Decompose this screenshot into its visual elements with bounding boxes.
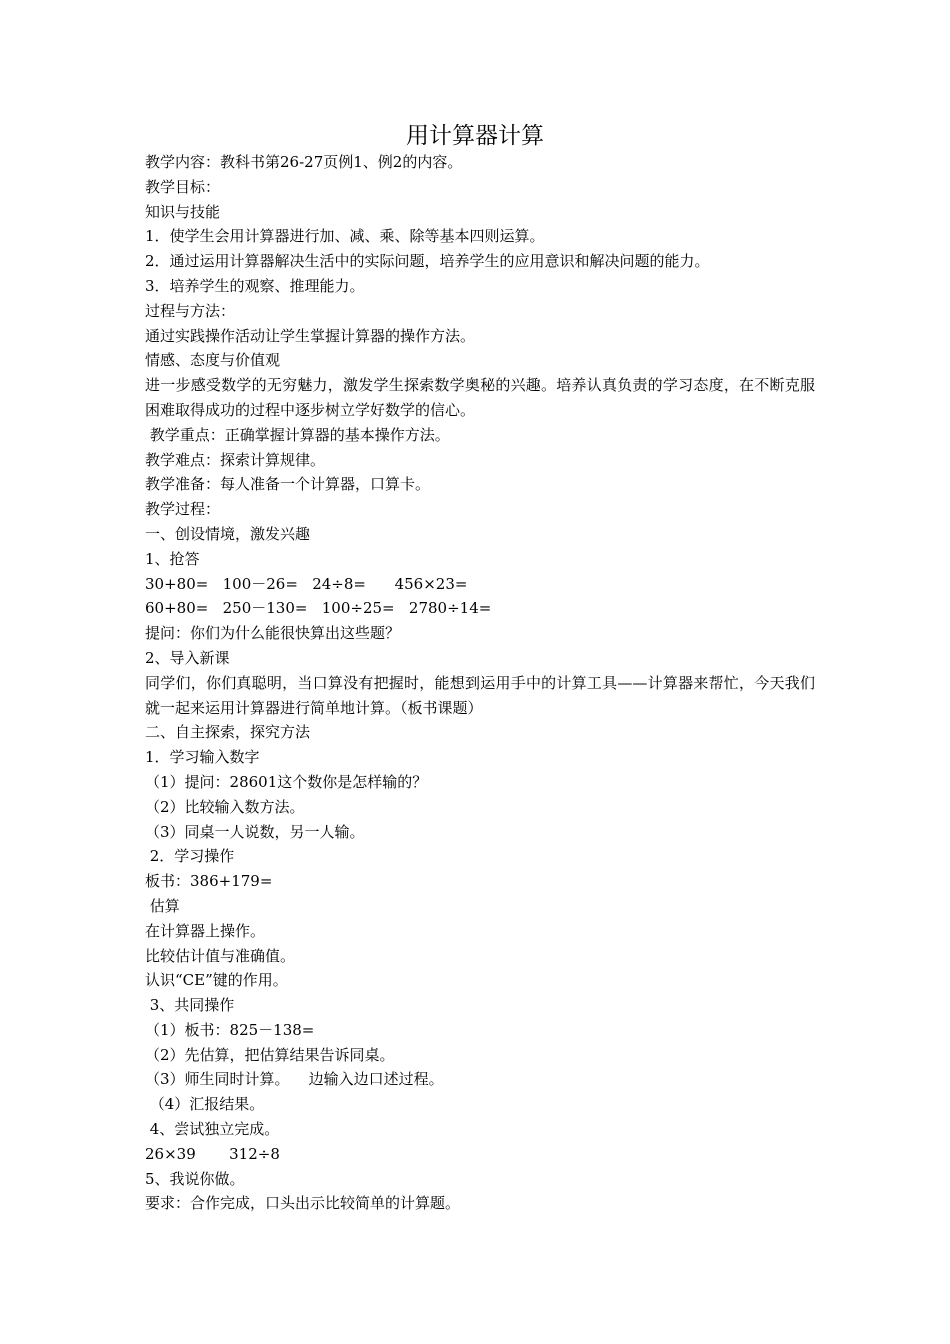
math-line: 26×39 312÷8 [145, 1144, 280, 1163]
text-line: 教学内容：教科书第26-27页例1、例2的内容。 [145, 153, 463, 171]
text-line: 情感、态度与价值观 [145, 351, 281, 370]
document-body [145, 150, 815, 1216]
text-line: 通过实践操作活动让学生掌握计算器的操作方法。 [145, 326, 476, 345]
text-line: 知识与技能 [145, 202, 221, 221]
text-line: （2）比较输入数方法。 [145, 797, 305, 816]
text-line: 教学难点：探索计算规律。 [145, 450, 326, 469]
text-line: 2、导入新课 [145, 648, 230, 667]
text-line: 2．通过运用计算器解决生活中的实际问题，培养学生的应用意识和解决问题的能力。 [145, 252, 710, 271]
math-line: 30+80= 100－26= 24÷8= 456×23= [145, 574, 468, 593]
text-line: 3．培养学生的观察、推理能力。 [145, 276, 365, 295]
text-line: 教学准备：每人准备一个计算器，口算卡。 [145, 475, 431, 494]
text-line: 板书：386+179= [145, 872, 273, 891]
text-line: 2．学习操作 [145, 847, 235, 866]
text-line: 比较估计值与准确值。 [145, 946, 296, 965]
text-paragraph: 同学们，你们真聪明，当口算没有把握时，能想到运用手中的计算工具——计算器来帮忙，今天我们就一起来运用计算器进行简单地计算。（板书课题） [145, 673, 815, 717]
text-line: 认识“CE”键的作用。 [145, 971, 288, 990]
text-line: （4）汇报结果。 [145, 1095, 265, 1114]
text-line: 5、我说你做。 [145, 1169, 245, 1188]
text-line: 估算 [145, 896, 180, 915]
text-line: 3、共同操作 [145, 996, 235, 1015]
page-title: 用计算器计算 [406, 123, 544, 149]
text-line: 提问：你们为什么能很快算出这些题？ [145, 624, 401, 643]
text-line: 1．学习输入数字 [145, 748, 260, 767]
text-line: 1、抢答 [145, 549, 200, 568]
text-line: 在计算器上操作。 [145, 921, 266, 940]
text-line: 4、尝试独立完成。 [145, 1120, 280, 1139]
math-line: 60+80= 250－130= 100÷25= 2780÷14= [145, 599, 492, 618]
text-line: 教学目标： [145, 177, 221, 196]
text-line: （3）同桌一人说数，另一人输。 [145, 822, 365, 841]
text-line: 过程与方法： [145, 301, 236, 320]
text-line: 1．使学生会用计算器进行加、减、乘、除等基本四则运算。 [145, 227, 545, 246]
text-line: 二、自主探索，探究方法 [145, 723, 311, 742]
text-line: （2）先估算，把估算结果告诉同桌。 [145, 1045, 395, 1064]
text-line: 一、创设情境，激发兴趣 [145, 524, 311, 543]
text-line: （1）板书：825－138= [145, 1020, 315, 1039]
text-paragraph: 进一步感受数学的无穷魅力，激发学生探索数学奥秘的兴趣。培养认真负责的学习态度，在不断克服困难取得成功的过程中逐步树立学好数学的信心。 [145, 376, 815, 419]
text-line: 要求：合作完成，口头出示比较简单的计算题。 [145, 1194, 461, 1213]
text-line: （1）提问：28601这个数你是怎样输的？ [145, 772, 428, 791]
text-line: 教学过程： [145, 500, 221, 519]
text-line: （3）师生同时计算。 边输入边口述过程。 [145, 1070, 444, 1089]
text-line: 教学重点：正确掌握计算器的基本操作方法。 [145, 425, 450, 444]
